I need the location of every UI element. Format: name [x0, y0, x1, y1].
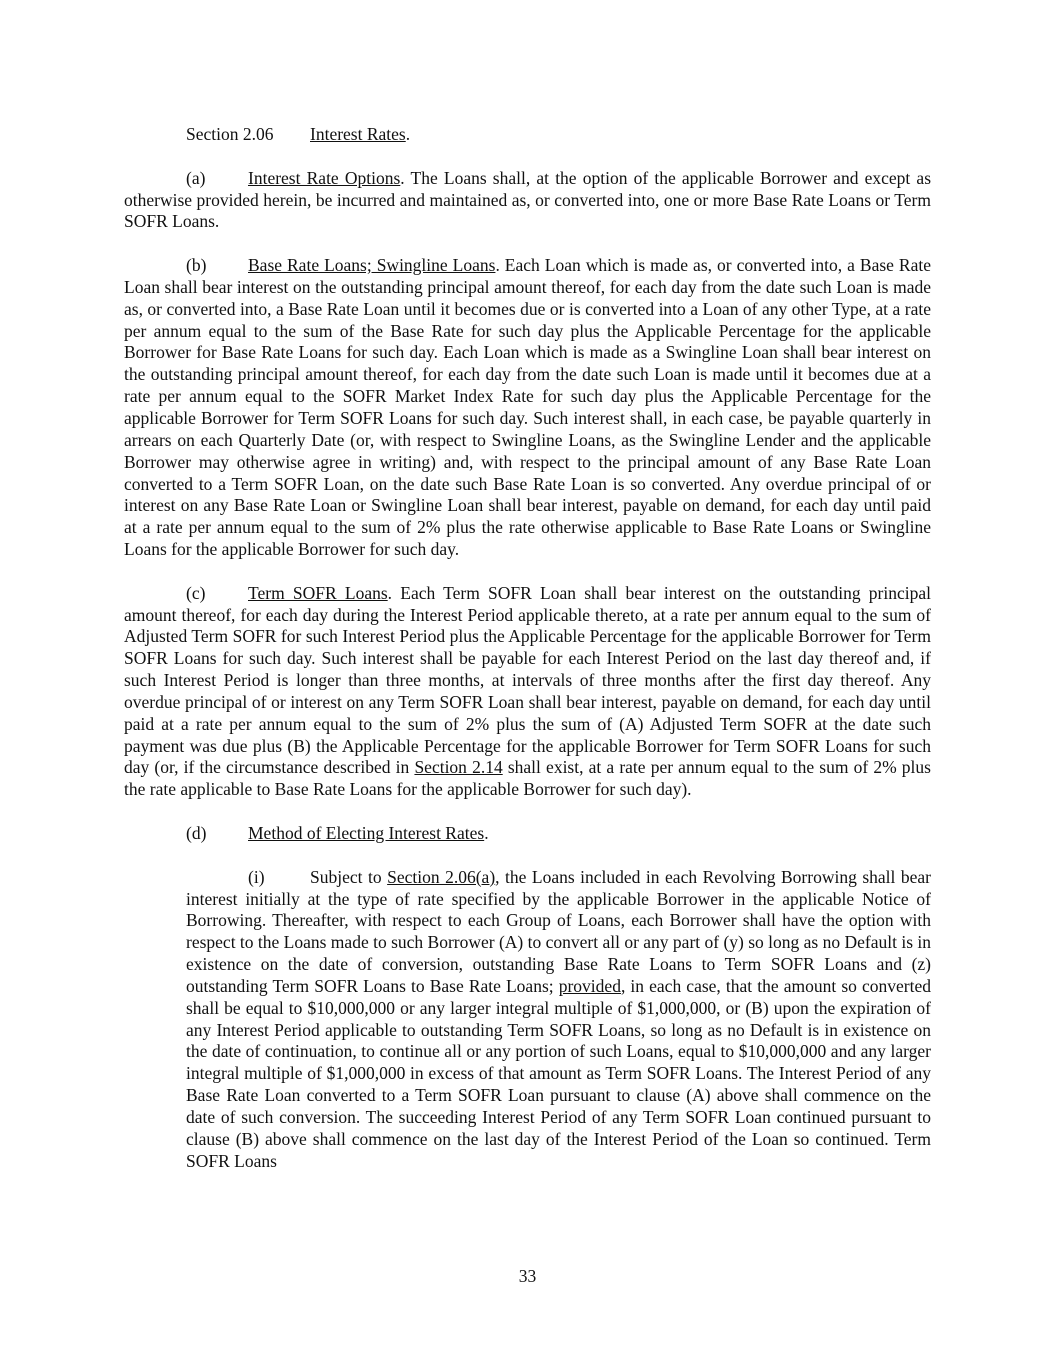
paragraph-c-text-1: . Each Term SOFR Loan shall bear interest on the outstanding principal amount thereof, for each day during the Interest Period applicable thereto, at a rate per annum equal to the sum of Adjusted Term SOFR for such Interest Period plus the Applicable Percentage for the applicable Borrower for Term SOFR Loans for such day. Such interest shall be payable for each Interest Period on the last day thereof and, if such Interest Period is longer than three months, at intervals of three months after the first day thereof. Any overdue principal of or interest on any Term SOFR Loan shall bear interest, payable on demand, for each day until paid at a rate per annum equal to the sum of 2% plus the sum of (A) Adjusted Term SOFR at the date such payment was due plus (B) the Applicable Percentage for the applicable Borrower for Term SOFR Loans for such day (or, if the circumstance described in: [124, 582, 931, 778]
paragraph-c: [124, 583, 931, 801]
paragraph-a-text: . The Loans shall, at the option of the applicable Borrower and except as otherwise provided herein, be incurred and maintained as, or converted into, one or more Base Rate Loans or Term SOFR Loans.: [124, 167, 932, 232]
paragraph-d-i-text-1: Subject to: [310, 866, 388, 887]
section-title: Interest Rates: [310, 124, 406, 144]
paragraph-c-text-2: shall exist, at a rate per annum equal to the sum of 2% plus the rate applicable to Base Rate Loans for the applicable Borrower for such day).: [124, 757, 931, 800]
paragraph-c-heading: Term SOFR Loans: [248, 582, 388, 603]
paragraph-b-label: (b): [186, 255, 207, 276]
paragraph-d-i-text-2: , the Loans included in each Revolving Borrowing shall bear interest initially at the type of rate specified by the applicable Borrower in the applicable Notice of Borrowing. Thereafter, with respect to each Group of Loans, each Borrower shall have the option with respect to the Loans made to such Borrower (A) to convert all or any part of (y) so long as no Default is in existence on the date of conversion, outstanding Base Rate Loans to Term SOFR Loans and (z) outstanding Term SOFR Loans to Base Rate Loans;: [186, 866, 931, 996]
paragraph-c-label: (c): [186, 582, 206, 603]
paragraph-d-label: (d): [186, 823, 207, 843]
section-number: Section 2.06: [186, 124, 274, 144]
paragraph-b: [124, 255, 931, 561]
paragraph-d-heading: Method of Electing Interest Rates: [248, 823, 485, 843]
section-2-14-reference: Section 2.14: [414, 757, 503, 778]
paragraph-d: (d) Method of Electing Interest Rates.: [186, 823, 489, 843]
proviso-term: provided: [558, 975, 621, 996]
paragraph-b-text: . Each Loan which is made as, or converted into, a Base Rate Loan shall bear interest on the outstanding principal amount thereof, for each day from the date such Loan is made as, or converted into, a Base Rate Loan until it becomes due or is converted into a Loan of any other Type, at a rate per annum equal to the sum of the Base Rate for such day plus the Applicable Percentage for the applicable Borrower for Base Rate Loans for such day. Each Loan which is made as a Swingline Loan shall bear interest on the outstanding principal amount thereof, for each day from the date such Loan is made until it becomes due at a rate per annum equal to the SOFR Market Index Rate for such day plus the Applicable Percentage for the applicable Borrower for Term SOFR Loans for such day. Such interest shall, in each case, be payable quarterly in arrears on each Quarterly Date (or, with respect to Swingline Loans, as the Swingline Lender and the applicable Borrower may otherwise agree in writing) and, with respect to the principal amount of any Base Rate Loan converted to a Term SOFR Loan, on the date such Base Rate Loan is so converted. Any overdue principal of or interest on any Base Rate Loan or Swingline Loan shall bear interest, payable on demand, for each day until paid at a rate per annum equal to the sum of 2% plus the rate otherwise applicable to Base Rate Loans or Swingline Loans for the applicable Borrower for such day.: [124, 255, 931, 560]
paragraph-d-i-text-3: , in each case, that the amount so converted shall be equal to $10,000,000 or any larger integral multiple of $1,000,000, or (B) upon the expiration of any Interest Period applicable to outstanding Term SOFR Loans, so long as no Default is in existence on the date of continuation, to continue all or any portion of such Loans, equal to $10,000,000 and any larger integral multiple of $1,000,000 in excess of that amount as Term SOFR Loans. The Interest Period of any Base Rate Loan converted to a Term SOFR Loan pursuant to clause (A) above shall commence on the date of such conversion. The succeeding Interest Period of any Term SOFR Loan continued pursuant to clause (B) above shall commence on the last day of the Interest Period of the Loan so continued. Term SOFR Loans: [186, 975, 931, 1171]
paragraph-d-i-label: (i): [248, 866, 265, 887]
section-2-06a-reference: Section 2.06(a): [387, 866, 496, 887]
page-number: 33: [518, 1266, 537, 1286]
section-heading: Section 2.06 Interest Rates.: [186, 124, 411, 144]
paragraph-a-heading: Interest Rate Options: [248, 167, 401, 188]
paragraph-a-label: (a): [186, 167, 206, 188]
paragraph-d-i: [186, 867, 931, 1173]
document-page: [124, 124, 931, 1173]
paragraph-b-heading: Base Rate Loans; Swingline Loans: [248, 255, 496, 276]
paragraph-a: [124, 168, 931, 234]
